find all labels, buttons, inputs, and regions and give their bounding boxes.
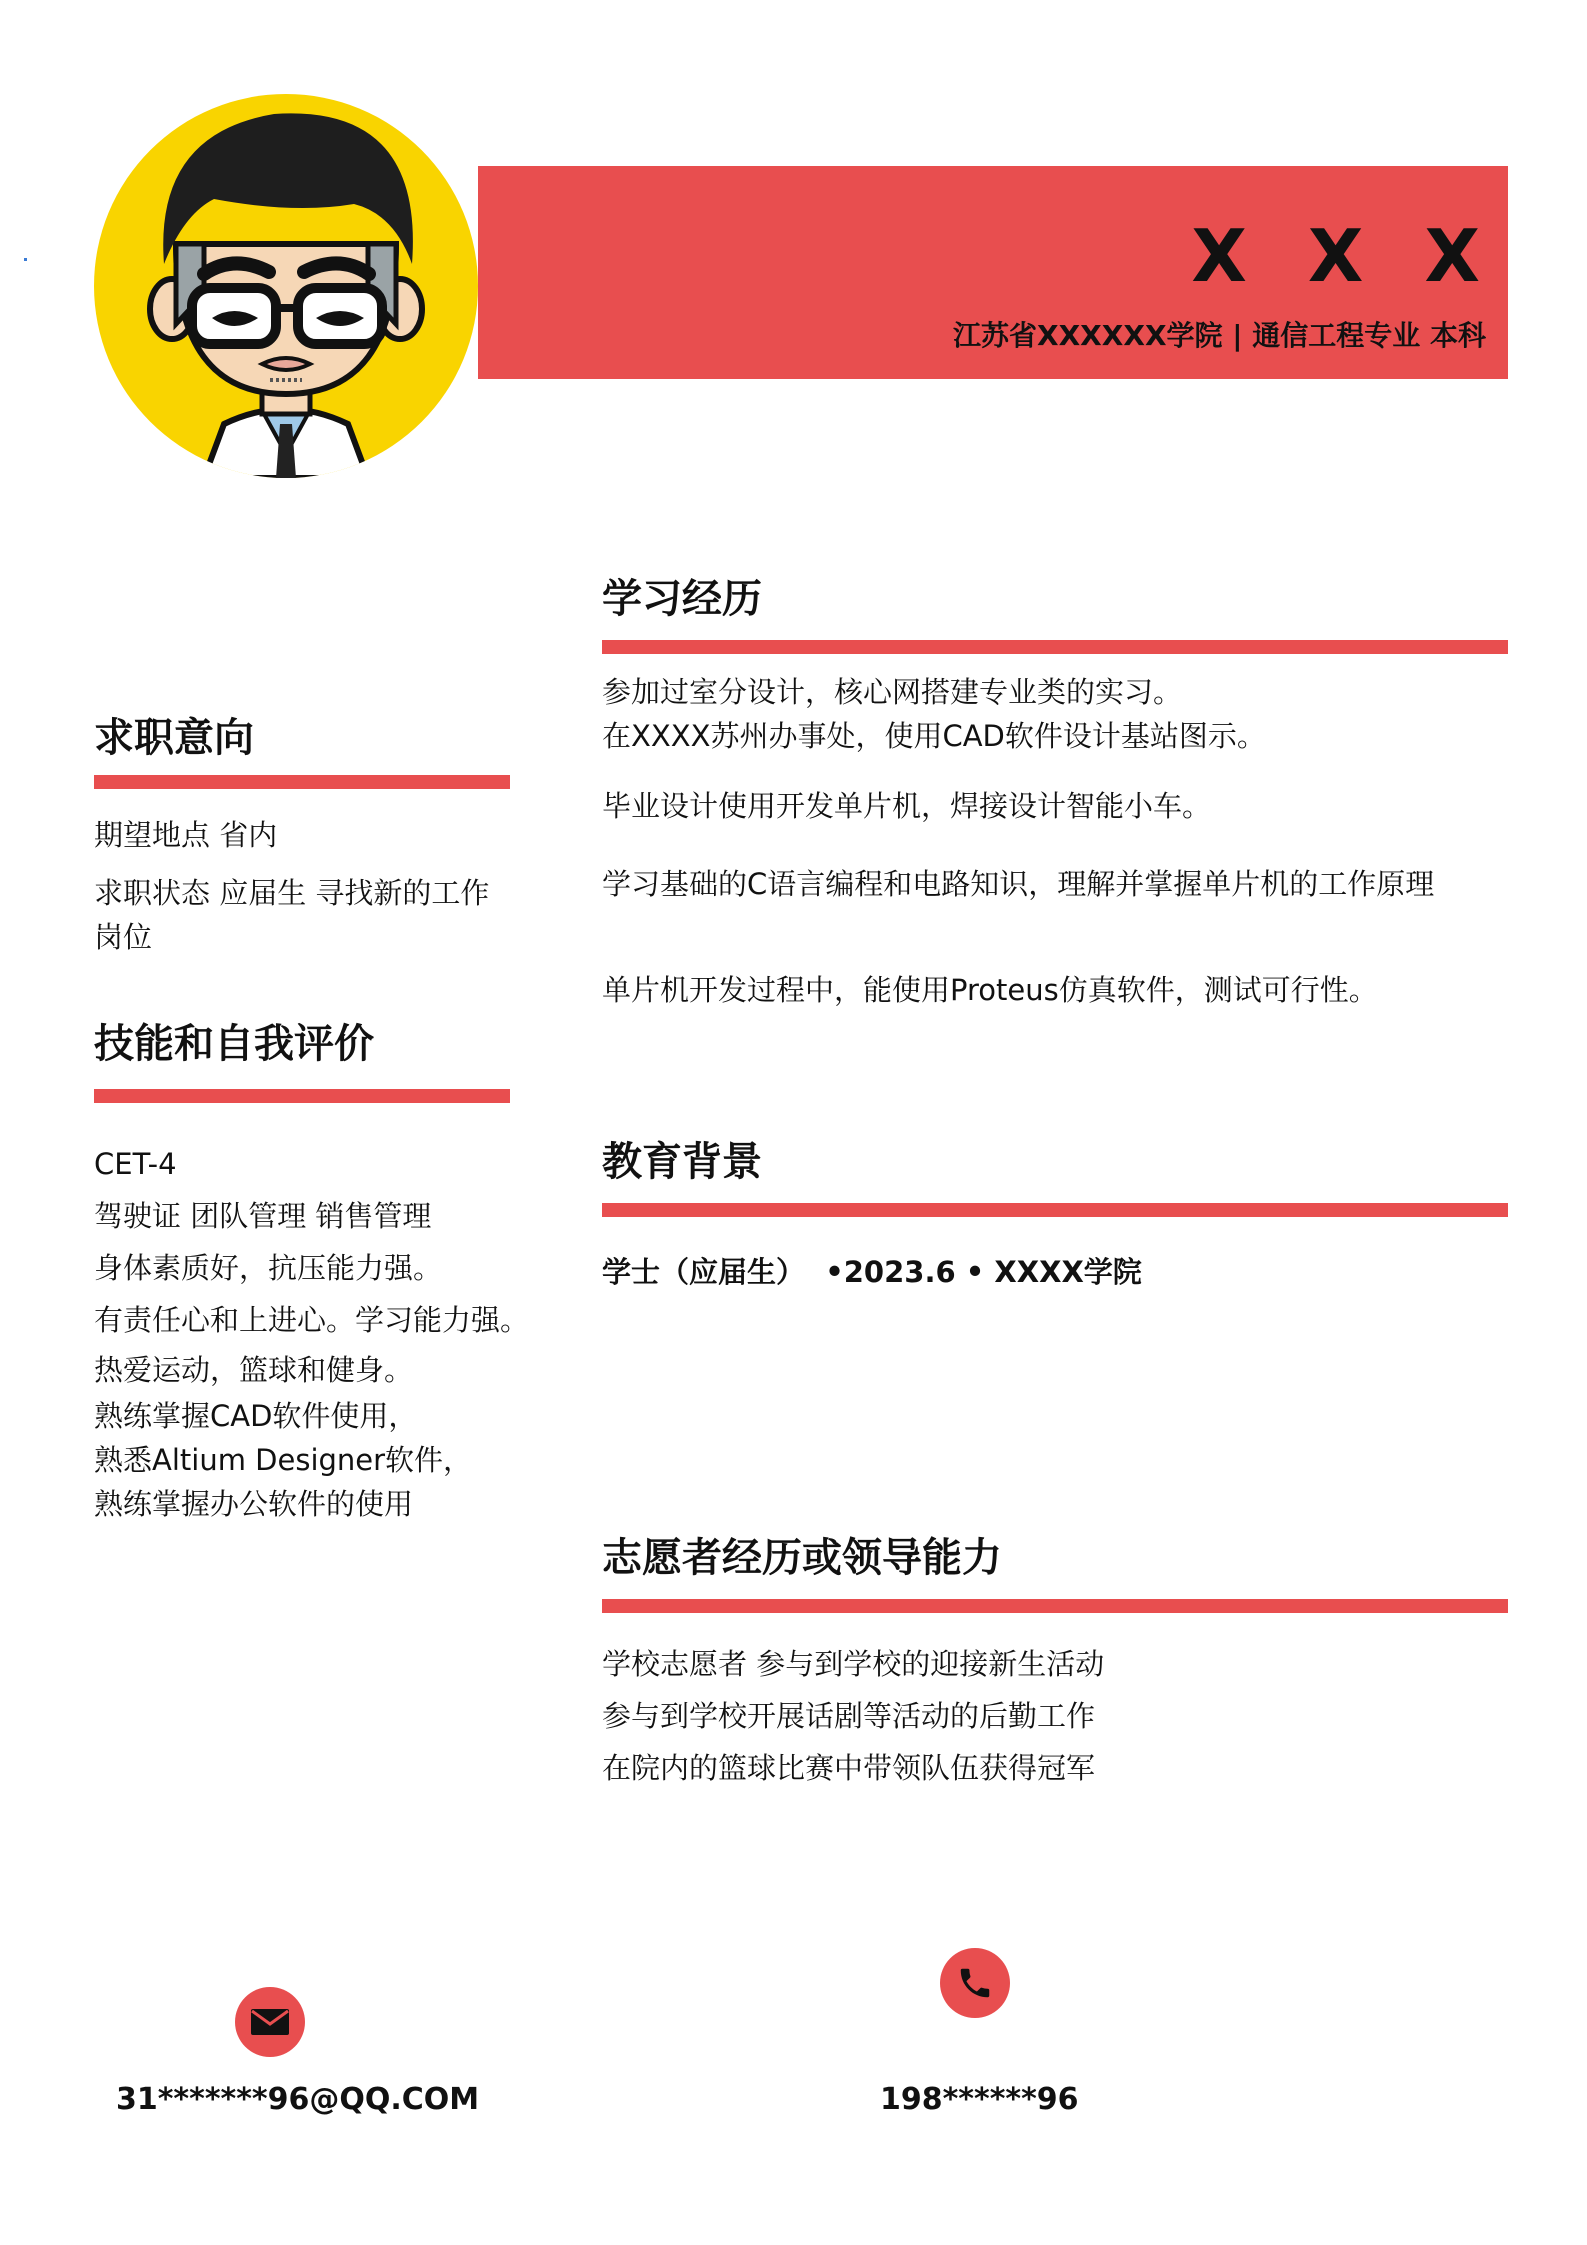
section-volunteer xyxy=(602,1526,1508,1613)
section-title: 志愿者经历或领导能力 xyxy=(602,1535,1002,1581)
study-lines xyxy=(602,670,1508,1012)
stray-dot xyxy=(24,258,27,261)
avatar xyxy=(94,94,478,478)
volunteer-line: 参与到学校开展话剧等活动的后勤工作 xyxy=(602,1699,1096,1733)
email-icon xyxy=(235,1987,305,2057)
skill-line: 驾驶证 团队管理 销售管理 xyxy=(94,1199,432,1233)
section-title: 教育背景 xyxy=(602,1139,762,1185)
section-title: 学习经历 xyxy=(602,576,762,622)
section-skills xyxy=(94,1012,510,1103)
study-line: 毕业设计使用开发单片机，焊接设计智能小车。 xyxy=(602,789,1212,823)
skill-line: 身体素质好，抗压能力强。 xyxy=(94,1251,443,1285)
phone-icon xyxy=(940,1948,1010,2018)
education-line: 学士（应届生） •2023.6 • XXXX学院 xyxy=(602,1255,1142,1289)
section-education xyxy=(602,1130,1508,1217)
skill-line: 有责任心和上进心。学习能力强。 xyxy=(94,1303,530,1337)
phone-text[interactable]: 198******96 xyxy=(880,2082,1079,2117)
job-intention-lines xyxy=(94,813,514,959)
skills-lines xyxy=(94,1138,534,1526)
candidate-name: X X X xyxy=(1191,214,1498,298)
email-text[interactable]: 31*******96@QQ.COM xyxy=(116,2082,480,2117)
section-rule xyxy=(602,1203,1508,1217)
section-study xyxy=(602,567,1508,654)
location-line: 期望地点 省内 xyxy=(94,818,278,852)
skill-line: 熟练掌握CAD软件使用， xyxy=(94,1399,418,1433)
volunteer-lines xyxy=(602,1638,1508,1794)
section-rule xyxy=(602,1599,1508,1613)
skill-line: 熟悉Altium Designer软件， xyxy=(94,1443,473,1477)
volunteer-line: 在院内的篮球比赛中带领队伍获得冠军 xyxy=(602,1751,1096,1785)
study-line: 学习基础的C语言编程和电路知识，理解并掌握单片机的工作原理 xyxy=(602,867,1435,901)
study-line: 单片机开发过程中，能使用Proteus仿真软件，测试可行性。 xyxy=(602,973,1378,1007)
status-line: 求职状态 应届生 寻找新的工作 xyxy=(94,876,490,910)
section-rule xyxy=(94,1089,510,1103)
section-title: 求职意向 xyxy=(94,715,254,761)
section-job-intention xyxy=(94,706,510,789)
study-line: 在XXXX苏州办事处，使用CAD软件设计基站图示。 xyxy=(602,719,1266,753)
skill-line: 热爱运动，篮球和健身。 xyxy=(94,1353,414,1387)
section-title: 技能和自我评价 xyxy=(94,1021,374,1067)
volunteer-line: 学校志愿者 参与到学校的迎接新生活动 xyxy=(602,1647,1105,1681)
study-line: 参加过室分设计，核心网搭建专业类的实习。 xyxy=(602,675,1183,709)
skill-line: 熟练掌握办公软件的使用 xyxy=(94,1487,414,1521)
school-major: 江苏省XXXXXX学院 | 通信工程专业 本科 xyxy=(953,319,1486,352)
avatar-illustration xyxy=(94,94,478,478)
header-banner xyxy=(478,166,1508,379)
status-line-cont: 岗位 xyxy=(94,920,153,954)
section-rule xyxy=(602,640,1508,654)
skill-line: CET-4 xyxy=(94,1147,177,1181)
section-rule xyxy=(94,775,510,789)
